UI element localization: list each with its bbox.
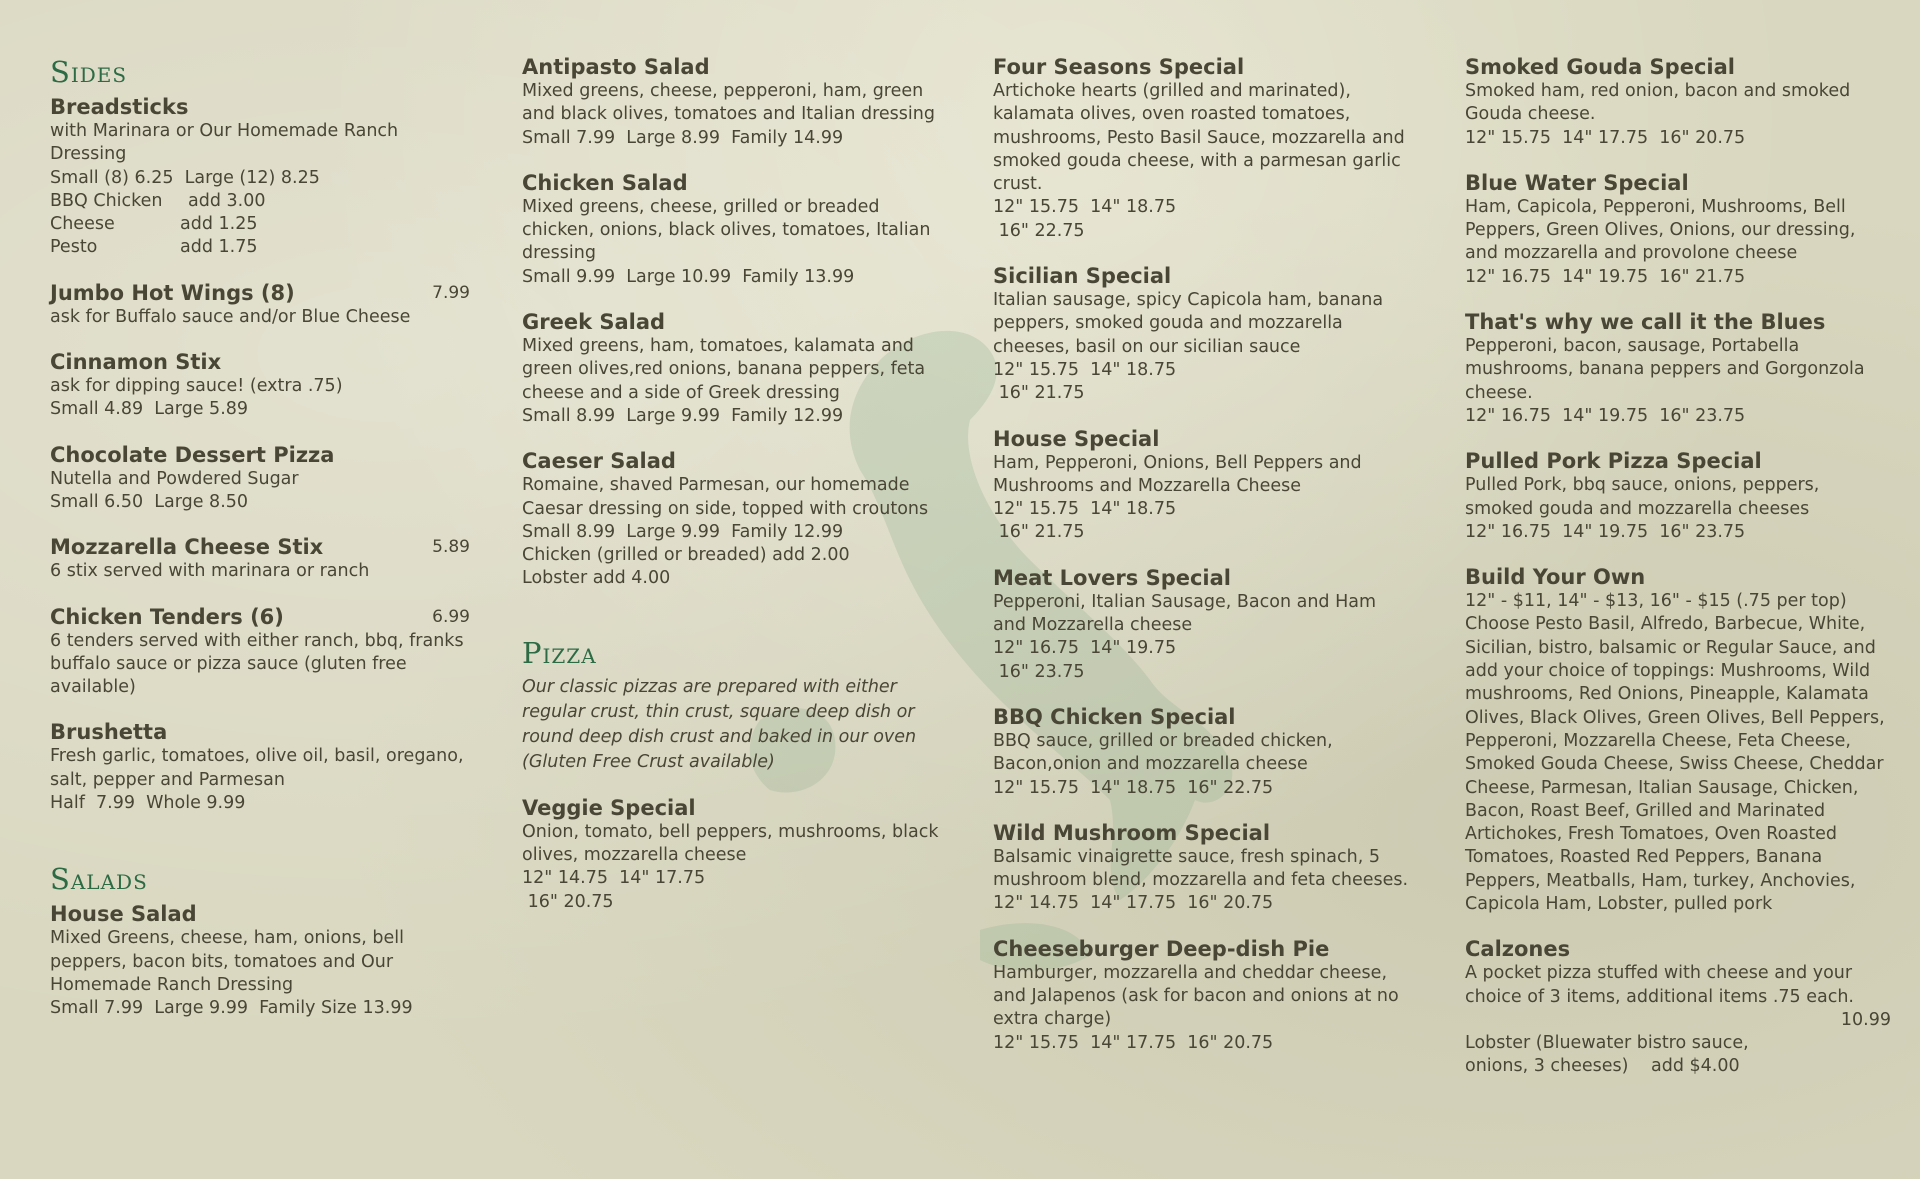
section-title-pizza: Pizza — [522, 635, 597, 670]
column-4 — [1465, 54, 1891, 1099]
menu-item-smoked-gouda: Smoked Gouda Special Smoked ham, red onion, bacon and smoked Gouda cheese. 12" 15.75 14" 17.75 16" 20.75 — [1465, 55, 1851, 148]
item-price: 7.99 — [432, 282, 470, 303]
menu-item-build-your-own: Build Your Own 12" - $11, 14" - $13, 16" - $15 (.75 per top) Choose Pesto Basil, Alfredo, Barbecue, White, Sicilian, bistro, balsamic or Regular Sauce, and add your choice of toppings: Mushrooms, Wild mushrooms, Red Onions, Pineapple, Kalamata Olives, Black Olives, Green Olives, Bell Peppers, Pepperoni, Mozzarella Cheese, Feta Cheese, Smoked Gouda Cheese, Swiss Cheese, Cheddar Cheese, Parmesan, Italian Sausage, Chicken, Bacon, Roast Beef, Grilled and Marinated Artichokes, Fresh Tomatoes, Oven Roasted Tomatoes, Roasted Red Peppers, Banana Peppers, Meatballs, Ham, turkey, Anchovies, Capicola Ham, Lobster, pulled pork — [1465, 565, 1885, 915]
menu-item-meat-lovers: Meat Lovers Special Pepperoni, Italian Sausage, Bacon and Ham and Mozzarella cheese 12" 16.75 14" 19.75 16" 23.75 — [993, 565, 1377, 682]
menu-item-cinnamon-stix: Cinnamon Stix ask for dipping sauce! (extra .75) Small 4.89 Large 5.89 — [50, 350, 343, 420]
menu-item-veggie-special: Veggie Special Onion, tomato, bell peppers, mushrooms, black olives, mozzarella cheese 12" 14.75 14" 17.75 16" 20.75 — [522, 795, 939, 912]
menu-item-blue-water: Blue Water Special Ham, Capicola, Pepperoni, Mushrooms, Bell Peppers, Green Olives, Onions, our dressing, and mozzarella and provolone cheese 12" 16.75 14" 19.75 16" 21.75 — [1465, 170, 1856, 287]
menu-item-greek-salad: Greek Salad Mixed greens, ham, tomatoes, kalamata and green olives,red onions, banana peppers, feta cheese and a side of Greek dressing Small 8.99 Large 9.99 Family 12.99 — [522, 310, 926, 426]
menu-item-wild-mushroom: Wild Mushroom Special Balsamic vinaigrette sauce, fresh spinach, 5 mushroom blend, mozzarella and feta cheeses. 12" 14.75 14" 17.75 16" 20.75 — [993, 820, 1409, 914]
menu-item-bbq-chicken: BBQ Chicken Special BBQ sauce, grilled or breaded chicken, Bacon,onion and mozzarella cheese 12" 15.75 14" 18.75 16" 22.75 — [993, 704, 1333, 798]
menu-item-brushetta: Brushetta Fresh garlic, tomatoes, olive oil, basil, oregano, salt, pepper and Parmesan Half 7.99 Whole 9.99 — [50, 720, 464, 814]
item-name: Breadsticks — [50, 95, 189, 119]
section-title-sides: Sides — [50, 55, 128, 89]
menu-item-chocolate-pizza: Chocolate Dessert Pizza Nutella and Powdered Sugar Small 6.50 Large 8.50 — [50, 442, 335, 512]
item-price: 10.99 — [1840, 1009, 1891, 1030]
column-1 — [50, 54, 470, 1041]
modifier-row: Cheese add 1.25 — [50, 214, 258, 235]
menu-item-chicken-salad: Chicken Salad Mixed greens, cheese, grilled or breaded chicken, onions, black olives, tomatoes, Italian dressing Small 9.99 Large 10.99 Family 13.99 — [522, 170, 931, 287]
menu-item-breadsticks — [50, 94, 470, 260]
menu-item-caeser-salad: Caeser Salad Romaine, shaved Parmesan, our homemade Caesar dressing on side, topped with croutons Small 8.99 Large 9.99 Family 12.99 Chicken (grilled or breaded) add 2.00 Lobster add 4.00 — [522, 449, 929, 589]
menu-item-wings: Jumbo Hot Wings (8) 7.99 ask for Buffalo sauce and/or Blue Cheese — [50, 280, 470, 329]
menu-item-pulled-pork: Pulled Pork Pizza Special Pulled Pork, bbq sauce, onions, peppers, smoked gouda and mozzarella cheeses 12" 16.75 14" 19.75 16" 23.75 — [1465, 449, 1820, 542]
pizza-intro: Our classic pizzas are prepared with either regular crust, thin crust, square deep dish or round deep dish crust and baked in our oven (Gluten Free Crust available) — [522, 676, 917, 772]
menu-item-calzones: Calzones A pocket pizza stuffed with cheese and your choice of 3 items, additional items .75 each. 10.99 Lobster (Bluewater bistro sauce, onions, 3 cheeses) add $4.00 — [1465, 937, 1891, 1077]
item-price: Small (8) 6.25 Large (12) 8.25 — [50, 167, 320, 188]
menu-item-antipasto-salad: Antipasto Salad Mixed greens, cheese, pepperoni, ham, green and black olives, tomatoes and Italian dressing Small 7.99 Large 8.99 Family 14.99 — [522, 55, 935, 148]
item-desc: ask for Buffalo sauce and/or Blue Cheese — [50, 306, 411, 327]
column-3 — [993, 54, 1413, 1075]
modifier-row: Pesto add 1.75 — [50, 237, 258, 258]
column-2 — [522, 54, 942, 934]
item-desc: with Marinara or Our Homemade Ranch Dressing — [50, 121, 399, 165]
menu-item-house-salad: House Salad Mixed Greens, cheese, ham, onions, bell peppers, bacon bits, tomatoes and Our Homemade Ranch Dressing Small 7.99 Large 9.99 Family Size 13.99 — [50, 902, 413, 1019]
section-title-salads: Salads — [50, 862, 148, 897]
menu-item-four-seasons: Four Seasons Special Artichoke hearts (grilled and marinated), kalamata olives, oven roasted tomatoes, mushrooms, Pesto Basil Sauce, mozzarella and smoked gouda cheese, with a parmesan garlic crust. 12" 15.75 14" 18.75 16" 22.75 — [993, 55, 1405, 241]
menu-item-house-special: House Special Ham, Pepperoni, Onions, Bell Peppers and Mushrooms and Mozzarella Cheese 12" 15.75 14" 18.75 16" 21.75 — [993, 426, 1362, 543]
menu-item-mozzarella-stix: Mozzarella Cheese Stix 5.89 6 stix served with marinara or ranch — [50, 535, 470, 582]
menu-item-sicilian: Sicilian Special Italian sausage, spicy Capicola ham, banana peppers, smoked gouda and mozzarella cheeses, basil on our sicilian sauce 12" 15.75 14" 18.75 16" 21.75 — [993, 264, 1384, 404]
menu-item-cheeseburger-pie: Cheeseburger Deep-dish Pie Hamburger, mozzarella and cheddar cheese, and Jalapenos (ask for bacon and onions at no extra charge) 12" 15.75 14" 17.75 16" 20.75 — [993, 936, 1399, 1053]
menu-item-blues: That's why we call it the Blues Pepperoni, bacon, sausage, Portabella mushrooms, banana peppers and Gorgonzola cheese. 12" 16.75 14" 19.75 16" 23.75 — [1465, 310, 1865, 426]
modifier-row: BBQ Chicken add 3.00 — [50, 190, 266, 211]
menu-item-chicken-tenders: Chicken Tenders (6) 6.99 6 tenders served with either ranch, bbq, franks buffalo sauce or pizza sauce (gluten free available) — [50, 604, 470, 698]
